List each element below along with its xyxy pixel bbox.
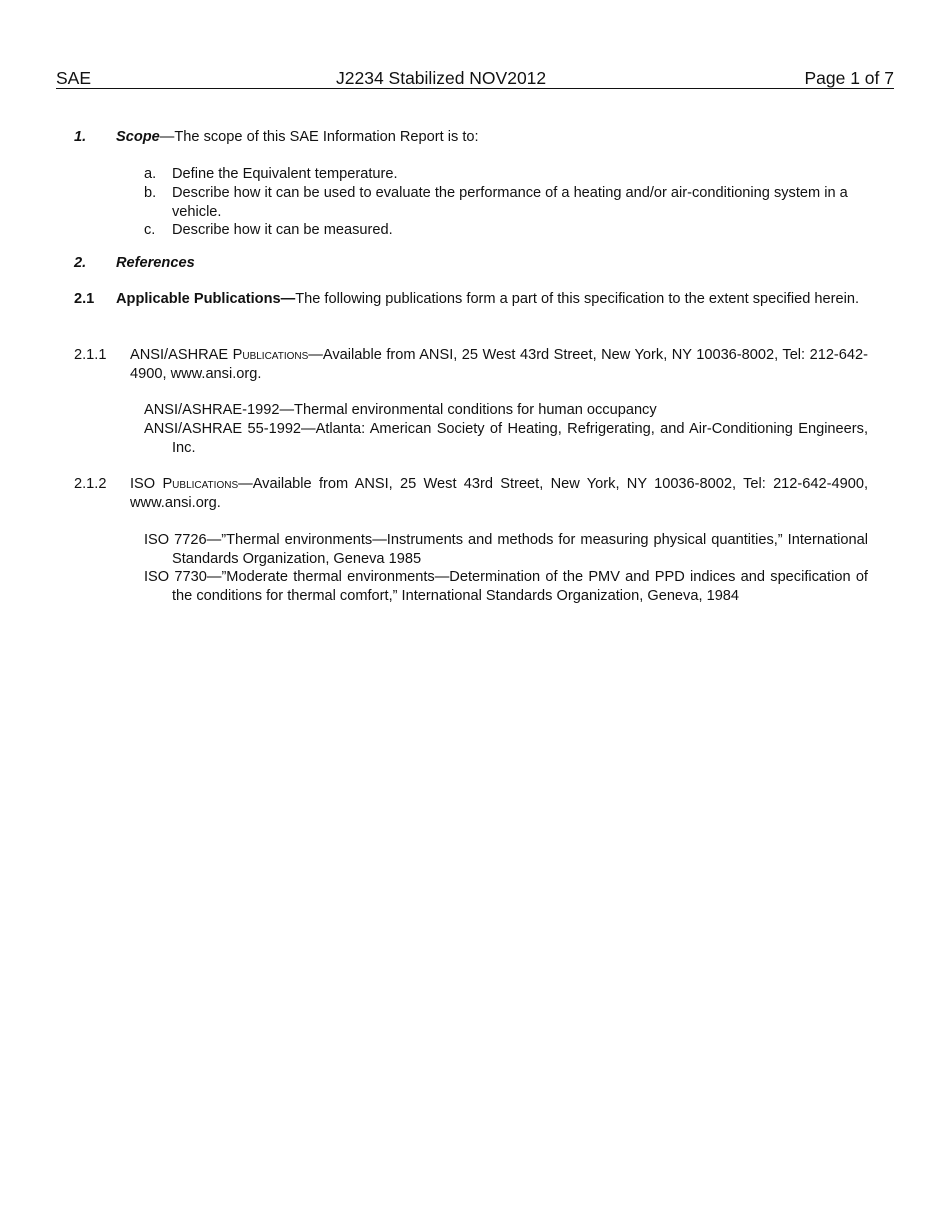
section-number: 1. — [74, 129, 87, 145]
section-number: 2.1.1 — [74, 347, 107, 363]
section-2-1-1 — [74, 346, 868, 384]
section-paragraph — [116, 290, 868, 309]
list-marker: b. — [144, 185, 157, 201]
section-paragraph — [130, 346, 868, 384]
section-2-1-2 — [74, 475, 868, 513]
section-2-1 — [74, 290, 868, 309]
publisher-prefix: ANSI/ASHRAE — [130, 347, 233, 363]
section-text: —Available from ANSI, 25 West 43rd Street, New York, NY 10036-8002, Tel: 212-642-4900, www.ansi.org. — [130, 347, 869, 382]
section-title: Applicable Publications— — [116, 291, 296, 307]
header-org: SAE — [56, 68, 92, 88]
list-item-text: Describe how it can be used to evaluate the performance of a heating and/or air-conditioning system in a vehicle. — [172, 185, 848, 220]
reference-text: ISO 7726—”Thermal environments—Instruments and methods for measuring physical quantities,” International Standards Organization, Geneva 1985 — [144, 532, 868, 567]
reference-text: ANSI/ASHRAE-1992—Thermal environmental conditions for human occupancy — [144, 402, 657, 418]
section-text: The following publications form a part of this specification to the extent specified herein. — [295, 291, 860, 307]
section-title: References — [116, 255, 195, 271]
page-header — [56, 68, 894, 89]
section-title: Scope — [116, 129, 160, 145]
list-item — [144, 221, 868, 240]
publications-label: Publications — [162, 476, 239, 492]
list-marker: a. — [144, 166, 157, 182]
reference-text: ANSI/ASHRAE 55-1992—Atlanta: American Society of Heating, Refrigerating, and Air-Conditioning Engineers, Inc. — [144, 421, 868, 456]
publisher-prefix: ISO — [130, 476, 163, 492]
reference-item — [144, 568, 868, 606]
publications-label: Publications — [232, 347, 309, 363]
list-item-text: Define the Equivalent temperature. — [172, 166, 398, 182]
section-number: 2.1 — [74, 291, 95, 307]
list-item — [144, 184, 868, 222]
reference-item — [144, 420, 868, 458]
section-number: 2. — [74, 255, 87, 271]
reference-text: ISO 7730—”Moderate thermal environments—Determination of the PMV and PPD indices and specification of the conditions for thermal comfort,” International Standards Organization, Geneva, 1984 — [144, 569, 868, 604]
section-paragraph — [130, 475, 868, 513]
list-item-text: Describe how it can be measured. — [172, 222, 393, 238]
list-marker: c. — [144, 222, 156, 238]
reference-item — [144, 401, 868, 420]
header-page-number: Page 1 of 7 — [804, 68, 894, 88]
list-item — [144, 165, 868, 184]
section-number: 2.1.2 — [74, 476, 107, 492]
section-text: —The scope of this SAE Information Report is to: — [159, 129, 479, 145]
header-doc-id: J2234 Stabilized NOV2012 — [336, 68, 547, 88]
section-text: —Available from ANSI, 25 West 43rd Street, New York, NY 10036-8002, Tel: 212-642-4900, www.ansi.org. — [130, 476, 869, 511]
reference-item — [144, 531, 868, 569]
